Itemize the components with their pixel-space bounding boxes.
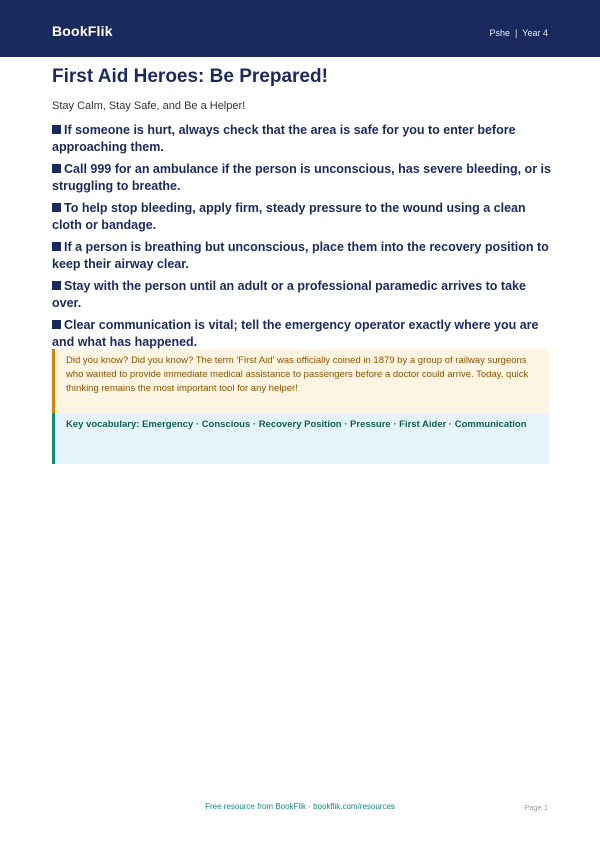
square-bullet-icon <box>52 320 61 329</box>
did-you-know-box <box>52 349 549 413</box>
square-bullet-icon <box>52 164 61 173</box>
page-title: First Aid Heroes: Be Prepared! <box>52 66 328 87</box>
key-point-text: Stay with the person until an adult or a professional paramedic arrives to take over. <box>52 279 526 310</box>
key-point-text: If someone is hurt, always check that the area is safe for you to enter before approaching them. <box>52 123 516 154</box>
page-subtitle: Stay Calm, Stay Safe, and Be a Helper! <box>52 100 246 112</box>
square-bullet-icon <box>52 281 61 290</box>
key-point <box>52 122 552 155</box>
key-point-text: To help stop bleeding, apply firm, steady pressure to the wound using a clean cloth or bandage. <box>52 201 526 232</box>
square-bullet-icon <box>52 125 61 134</box>
key-point-text: If a person is breathing but unconscious, place them into the recovery position to keep their airway clear. <box>52 240 549 271</box>
key-points-list <box>52 122 552 356</box>
year-label: Year 4 <box>522 28 548 38</box>
footer-credit: Free resource from BookFlik · bookflik.com/resources <box>205 802 395 811</box>
brand-logo-text: BookFlik <box>52 23 113 39</box>
subject-label: Pshe <box>489 28 510 38</box>
key-point-text: Call 999 for an ambulance if the person is unconscious, has severe bleeding, or is struggling to breathe. <box>52 162 551 193</box>
square-bullet-icon <box>52 203 61 212</box>
did-you-know-text: Did you know? Did you know? The term 'First Aid' was officially coined in 1879 by a group of railway surgeons who wanted to provide immediate medical assistance to passengers before a doctor could arrive. Today, quick thinking remains the most important tool for any helper! <box>66 355 529 394</box>
key-vocabulary-box <box>52 413 549 464</box>
header-meta <box>489 28 548 38</box>
key-point-text: Clear communication is vital; tell the emergency operator exactly where you are and what has happened. <box>52 318 539 349</box>
meta-separator: | <box>514 28 518 38</box>
key-point <box>52 239 552 272</box>
key-point <box>52 317 552 350</box>
key-point <box>52 278 552 311</box>
page-number: Page 1 <box>524 803 548 812</box>
key-point <box>52 161 552 194</box>
key-vocabulary-text: Key vocabulary: Emergency · Conscious · Recovery Position · Pressure · First Aider · Communication <box>66 419 527 430</box>
page-header <box>0 0 600 57</box>
key-point <box>52 200 552 233</box>
square-bullet-icon <box>52 242 61 251</box>
